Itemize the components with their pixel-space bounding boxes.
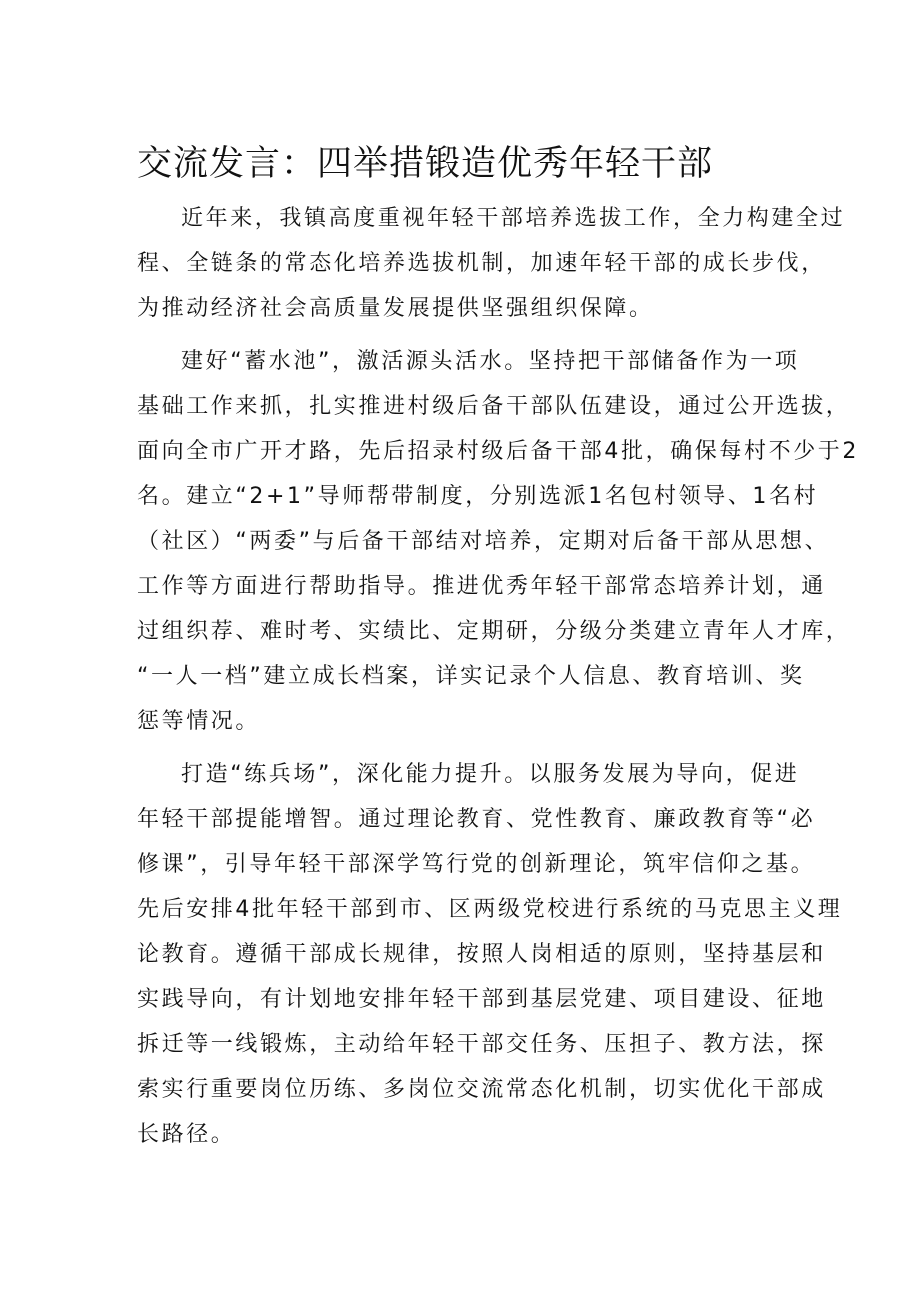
paragraph-line: 近年来，我镇高度重视年轻干部培养选拔工作，全力构建全过 [181,206,846,231]
paragraph-line: 惩等情况。 [137,709,261,734]
paragraph [137,752,843,1157]
paragraph-line: 索实行重要岗位历练、多岗位交流常态化机制，切实优化干部成 [137,1077,826,1102]
paragraph-line: 程、全链条的常态化培养选拔机制，加速年轻干部的成长步伐， [137,251,826,276]
paragraph-line: 论教育。遵循干部成长规律，按照人岗相适的原则，坚持基层和 [137,942,826,967]
paragraph [137,339,859,744]
paragraph-line: 面向全市广开才路，先后招录村级后备干部4批，确保每村不少于2 [137,439,859,464]
paragraph-line: 修课”，引导年轻干部深学笃行党的创新理论，筑牢信仰之基。 [137,852,816,877]
paragraph-line: 基础工作来抓，扎实推进村级后备干部队伍建设，通过公开选拔， [137,394,851,419]
paragraph-line: 拆迁等一线锻炼，主动给年轻干部交任务、压担子、教方法，探 [137,1032,826,1057]
paragraph-line: “一人一档”建立成长档案，详实记录个人信息、教育培训、奖 [137,664,805,689]
paragraph-line: 工作等方面进行帮助指导。推进优秀年轻干部常态培养计划，通 [137,574,826,599]
paragraph-line: 先后安排4批年轻干部到市、区两级党校进行系统的马克思主义理 [137,897,843,922]
paragraph-line: 实践导向，有计划地安排年轻干部到基层党建、项目建设、征地 [137,987,826,1012]
paragraph-line: 年轻干部提能增智。通过理论教育、党性教育、廉政教育等“必 [137,807,816,832]
paragraph-line: （社区）“两委”与后备干部结对培养，定期对后备干部从思想、 [137,529,830,554]
document-title: 交流发言：四举措锻造优秀年轻干部 [137,144,714,184]
document-body [137,196,859,1165]
paragraph-line: 名。建立“2+1”导师帮带制度，分别选派1名包村领导、1名村 [137,484,819,509]
paragraph-line: 建好“蓄水池”，激活源头活水。坚持把干部储备作为一项 [181,349,800,374]
paragraph-line: 过组织荐、难时考、实绩比、定期研，分级分类建立青年人才库， [137,619,851,644]
paragraph [137,196,846,331]
paragraph-line: 打造“练兵场”，深化能力提升。以服务发展为导向，促进 [181,762,800,787]
paragraph-line: 为推动经济社会高质量发展提供坚强组织保障。 [137,296,654,321]
paragraph-line: 长路径。 [137,1122,236,1147]
